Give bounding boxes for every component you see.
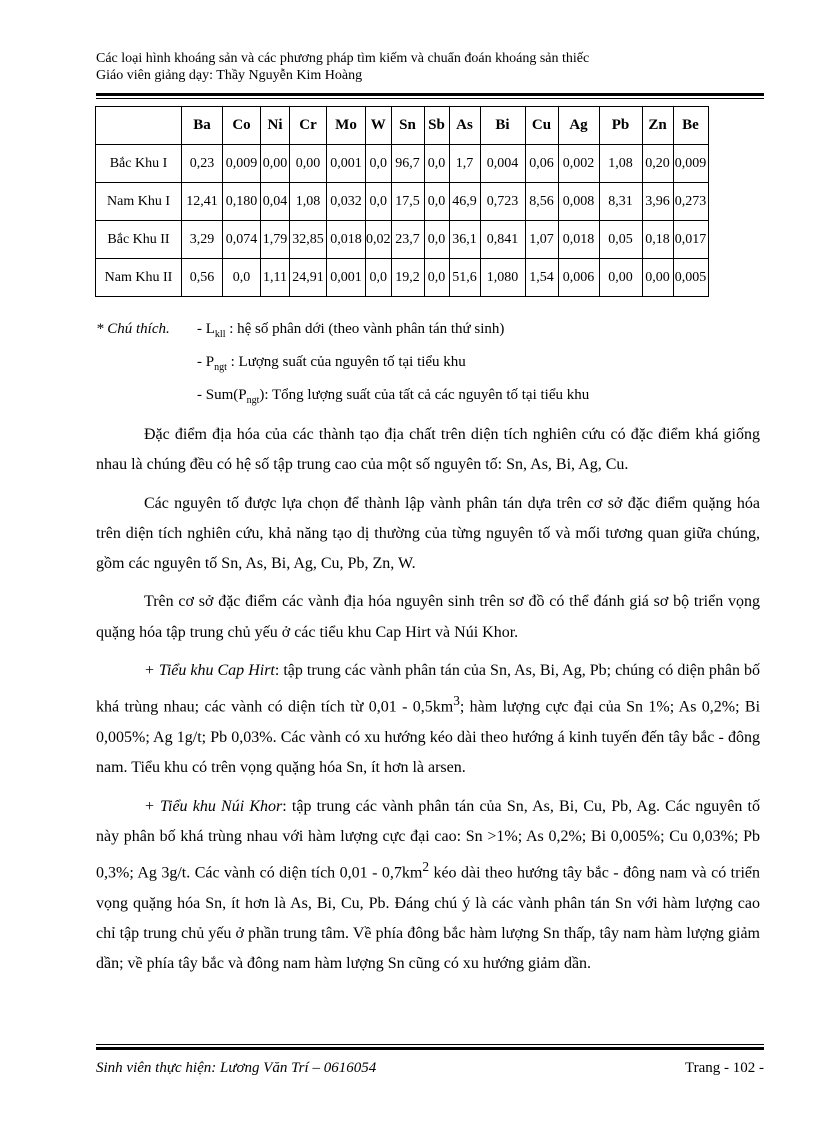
table-cell: 0,009 bbox=[223, 145, 261, 183]
table-cell: 0,0 bbox=[424, 145, 449, 183]
table-cell: 0,723 bbox=[480, 183, 525, 221]
table-cell: 0,018 bbox=[327, 221, 366, 259]
table-cell: 0,017 bbox=[673, 221, 708, 259]
table-header-cell: As bbox=[449, 107, 480, 145]
table-cell: 51,6 bbox=[449, 259, 480, 297]
page-number: Trang - 102 - bbox=[684, 1060, 764, 1076]
table-header-cell: W bbox=[366, 107, 392, 145]
table-cell: 0,032 bbox=[327, 183, 366, 221]
table-header-cell: Co bbox=[223, 107, 261, 145]
table-header-cell: Ag bbox=[558, 107, 599, 145]
table-header-cell: Be bbox=[673, 107, 708, 145]
table-header-corner bbox=[96, 107, 182, 145]
note-line-3: - $Sum(P_{ngt})$: Tổng lượng suất của tất cả các nguyên tố tại tiểu khu bbox=[197, 387, 590, 406]
table-header-cell: Mo bbox=[327, 107, 366, 145]
table-cell: 3,96 bbox=[642, 183, 673, 221]
table-cell: 0,0 bbox=[366, 145, 392, 183]
table-cell: 0,0 bbox=[223, 259, 261, 297]
table-cell: 23,7 bbox=[391, 221, 424, 259]
table-row-label: Nam Khu II bbox=[96, 259, 182, 297]
paragraph-3: Trên cơ sở đặc điểm các vành địa hóa nguyên sinh trên sơ đồ có thể đánh giá sơ bộ triển vọng quặng hóa tập trung chủ yếu ở các tiểu khu Cap Hirt và Núi Khor. bbox=[96, 593, 760, 641]
table-cell: 0,004 bbox=[480, 145, 525, 183]
page-footer bbox=[96, 1060, 764, 1077]
table-cell: 0,06 bbox=[525, 145, 558, 183]
table-header-cell: Pb bbox=[599, 107, 642, 145]
table-cell: 0,00 bbox=[261, 145, 290, 183]
table-cell: 8,56 bbox=[525, 183, 558, 221]
table-header-row bbox=[96, 107, 709, 145]
table-cell: 46,9 bbox=[449, 183, 480, 221]
table-cell: 0,0 bbox=[366, 183, 392, 221]
table-cell: 1,080 bbox=[480, 259, 525, 297]
table-cell: 0,0 bbox=[424, 183, 449, 221]
table-cell: 1,54 bbox=[525, 259, 558, 297]
table-cell: 0,18 bbox=[642, 221, 673, 259]
table-cell: 0,074 bbox=[223, 221, 261, 259]
table-row bbox=[96, 259, 709, 297]
table-header-cell: Sn bbox=[391, 107, 424, 145]
footer-rule bbox=[96, 1044, 764, 1050]
table-cell: 0,20 bbox=[642, 145, 673, 183]
header-title: Các loại hình khoáng sản và các phương pháp tìm kiếm và chuẩn đoán khoáng sản thiếc bbox=[96, 51, 590, 66]
table-row bbox=[96, 183, 709, 221]
table-cell: 0,00 bbox=[642, 259, 673, 297]
table-cell: 0,0 bbox=[424, 221, 449, 259]
table-cell: 19,2 bbox=[391, 259, 424, 297]
table-cell: 0,0 bbox=[424, 259, 449, 297]
table-cell: 24,91 bbox=[290, 259, 327, 297]
paragraph-5: + Tiểu khu Núi Khor: tập trung các vành phân tán của Sn, As, Bi, Cu, Pb, Ag. Các nguyên tố này phân bố khá trùng nhau với hàm lượng cực đại cao: Sn >1%; As 0,2%; Bi 0,005%; Cu 0,03%; Pb 0,3%; Ag 3g/t. Các vành có diện tích $0,01 - 0,7km^2$ kéo dài theo hướng tây bắc - đông nam và có triển vọng quặng hóa Sn, ít hơn là As, Bi, Cu, Pb. Đáng chú ý là các vành phân tán Sn với hàm lượng cao chỉ tập trung chủ yếu ở phần trung tâm. Về phía đông bắc hàm lượng Sn thấp, tây nam hàm lượng giảm dần; về phía tây bắc và đông nam hàm lượng Sn cũng có xu hướng giảm dần. bbox=[96, 797, 760, 973]
table-cell: 0,006 bbox=[558, 259, 599, 297]
table-cell: 0,23 bbox=[182, 145, 223, 183]
table-header-cell: Zn bbox=[642, 107, 673, 145]
table-cell: 1,7 bbox=[449, 145, 480, 183]
table-cell: 12,41 bbox=[182, 183, 223, 221]
note-line-1 bbox=[96, 318, 764, 351]
paragraph-4: + Tiểu khu Cap Hirt: tập trung các vành phân tán của Sn, As, Bi, Ag, Pb; chúng có diện phân bố khá trùng nhau; các vành có diện tích từ $0,01 - 0,5km^3$; hàm lượng cực đại của Sn 1%; As 0,2%; Bi 0,005%; Ag 1g/t; Pb 0,03%. Các vành có xu hướng kéo dài theo hướng á kinh tuyến đến tây bắc - đông nam. Tiểu khu có trên vọng quặng hóa Sn, ít hơn là arsen. bbox=[96, 662, 761, 777]
table-cell: 0,00 bbox=[290, 145, 327, 183]
geochemistry-table bbox=[95, 106, 709, 297]
table-header-cell: Ni bbox=[261, 107, 290, 145]
table-cell: 0,005 bbox=[673, 259, 708, 297]
table-cell: 0,56 bbox=[182, 259, 223, 297]
table-header-cell: Sb bbox=[424, 107, 449, 145]
table-row-label: Bắc Khu II bbox=[96, 221, 182, 259]
table-cell: 1,08 bbox=[290, 183, 327, 221]
table-cell: 1,11 bbox=[261, 259, 290, 297]
paragraph-1: Đặc điểm địa hóa của các thành tạo địa chất trên diện tích nghiên cứu có đặc điểm khá giống nhau là chúng đều có hệ số tập trung cao của một số nguyên tố: Sn, As, Bi, Ag, Cu. bbox=[96, 426, 760, 474]
table-cell: 1,79 bbox=[261, 221, 290, 259]
table-cell: 0,0 bbox=[366, 259, 392, 297]
paragraph-2: Các nguyên tố được lựa chọn để thành lập vành phân tán dựa trên cơ sở đặc điểm quặng hóa trên diện tích nghiên cứu, khả năng tạo dị thường của từng nguyên tố và mối tương quan giữa chúng, gồm các nguyên tố Sn, As, Bi, Ag, Cu, Pb, Zn, W. bbox=[96, 494, 760, 573]
table-header-cell: Cu bbox=[525, 107, 558, 145]
table-cell: 0,018 bbox=[558, 221, 599, 259]
table-row bbox=[96, 221, 709, 259]
table-row bbox=[96, 145, 709, 183]
subzone-cap-hirt-label: + Tiểu khu Cap Hirt bbox=[144, 662, 275, 680]
header-rule bbox=[96, 93, 764, 99]
table-cell: 0,05 bbox=[599, 221, 642, 259]
table-cell: 0,04 bbox=[261, 183, 290, 221]
table-cell: 1,08 bbox=[599, 145, 642, 183]
footer-author: Sinh viên thực hiện: Lương Văn Trí – 0616054 bbox=[96, 1060, 377, 1076]
table-cell: 1,07 bbox=[525, 221, 558, 259]
header-teacher: Giáo viên giảng dạy: Thầy Nguyễn Kim Hoàng bbox=[96, 68, 363, 83]
table-row-label: Bắc Khu I bbox=[96, 145, 182, 183]
table-cell: 0,273 bbox=[673, 183, 708, 221]
subzone-nui-khor-label: + Tiểu khu Núi Khor bbox=[144, 797, 283, 815]
table-cell: 36,1 bbox=[449, 221, 480, 259]
note-1: - $L_{kll}$ : hệ số phân dới (theo vành phân tán thứ sinh) bbox=[197, 321, 505, 340]
table-cell: 0,002 bbox=[558, 145, 599, 183]
table-cell: 0,841 bbox=[480, 221, 525, 259]
table-cell: 3,29 bbox=[182, 221, 223, 259]
table-header-cell: Bi bbox=[480, 107, 525, 145]
table-cell: 32,85 bbox=[290, 221, 327, 259]
body-text bbox=[96, 420, 760, 988]
table-header-cell: Ba bbox=[182, 107, 223, 145]
table-cell: 0,180 bbox=[223, 183, 261, 221]
table-cell: 0,009 bbox=[673, 145, 708, 183]
table-cell: 0,02 bbox=[366, 221, 392, 259]
table-cell: 0,001 bbox=[327, 145, 366, 183]
table-cell: 0,001 bbox=[327, 259, 366, 297]
table-cell: 96,7 bbox=[391, 145, 424, 183]
note-lead: * Chú thích. bbox=[96, 321, 170, 337]
table-header-cell: Cr bbox=[290, 107, 327, 145]
note-line-2: - $P_{ngt}$ : Lượng suất của nguyên tố tại tiểu khu bbox=[197, 354, 466, 373]
table-cell: 0,00 bbox=[599, 259, 642, 297]
page-header bbox=[96, 50, 764, 84]
table-row-label: Nam Khu I bbox=[96, 183, 182, 221]
table-cell: 0,008 bbox=[558, 183, 599, 221]
table-cell: 17,5 bbox=[391, 183, 424, 221]
notes-block bbox=[96, 318, 764, 417]
table-cell: 8,31 bbox=[599, 183, 642, 221]
